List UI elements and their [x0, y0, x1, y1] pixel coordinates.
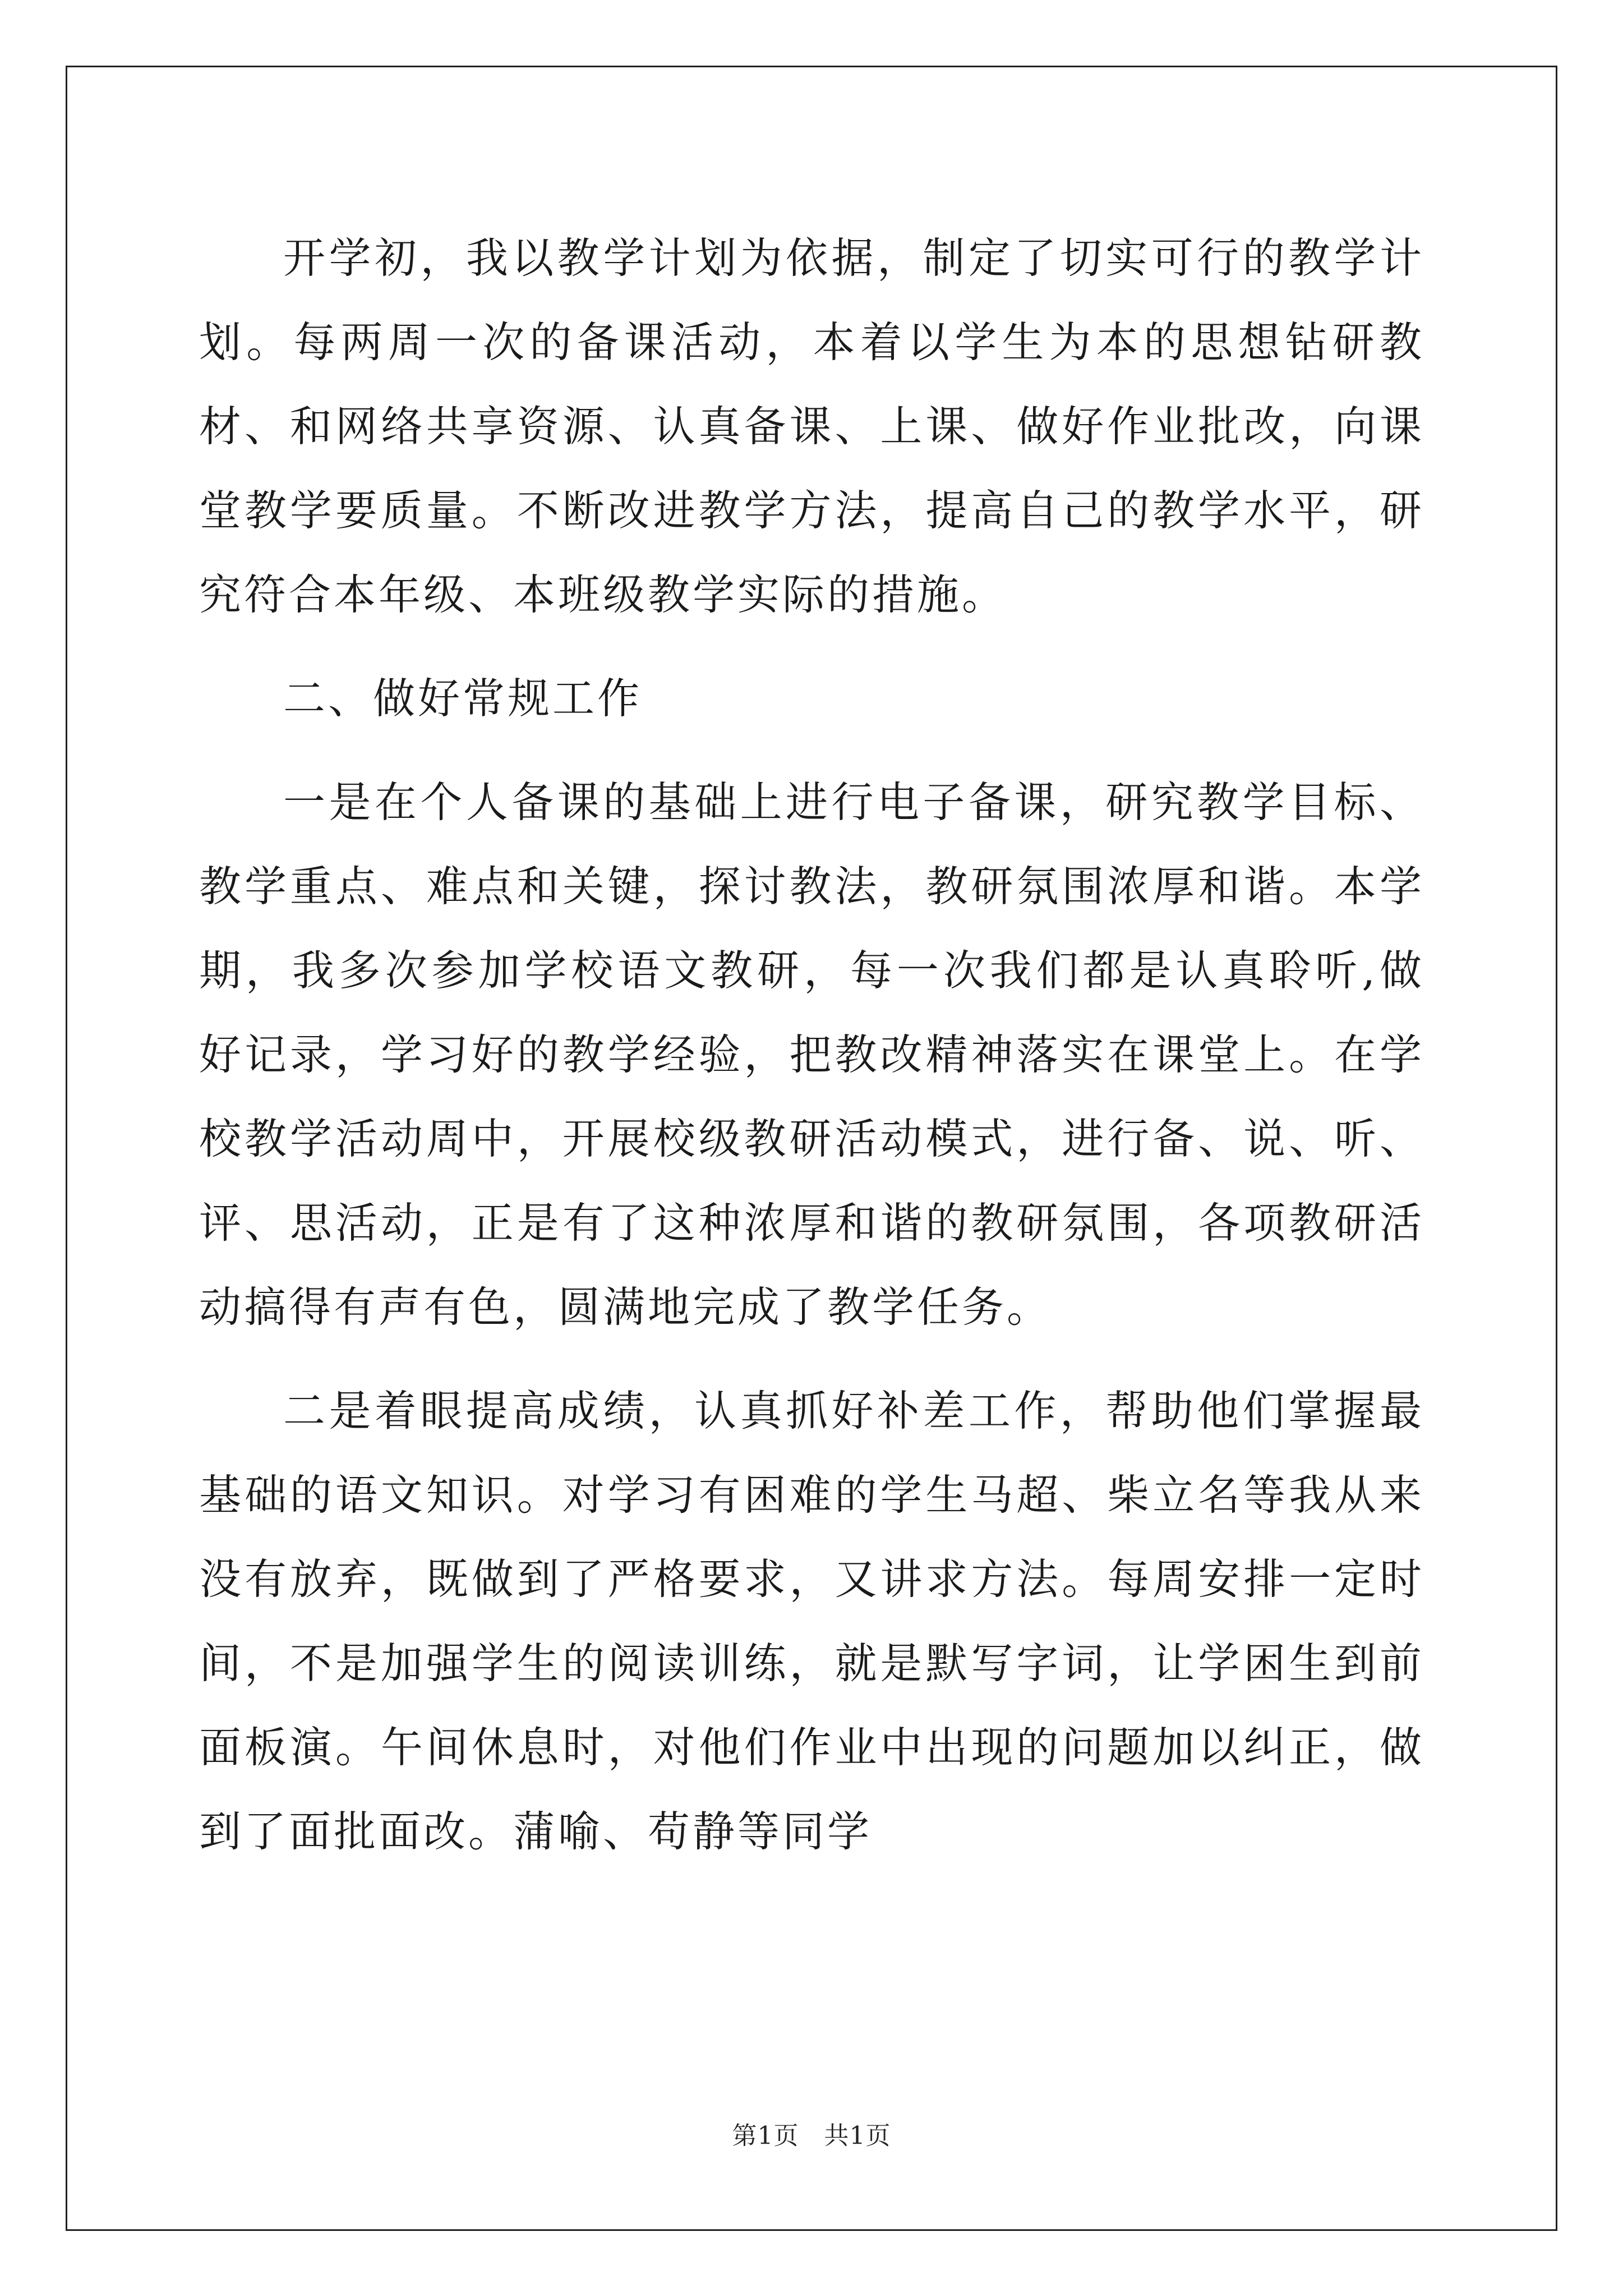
- section-heading-routine-work: 二、做好常规工作: [283, 674, 643, 723]
- paragraph-lesson-preparation: 一是在个人备课的基础上进行电子备课，研究教学目标、教学重点、难点和关键，探讨教法，教研氛围浓厚和谐。本学期，我多次参加学校语文教研，每一次我们都是认真聆听,做好记录，学习好的教学经验，把教改精神落实在课堂上。在学校教学活动周中，开展校级教研活动模式，进行备、说、听、评、思活动，正是有了这种浓厚和谐的教研氛围，各项教研活动搞得有声有色，圆满地完成了教学任务。: [199, 777, 1424, 1332]
- paragraph-remedial-work: 二是着眼提高成绩，认真抓好补差工作，帮助他们掌握最基础的语文知识。对学习有困难的学生马超、柴立名等我从来没有放弃，既做到了严格要求，又讲求方法。每周安排一定时间，不是加强学生的阅读训练，就是默写字词，让学困生到前面板演。午间休息时，对他们作业中出现的问题加以纠正，做到了面批面改。蒲喻、苟静等同学: [199, 1386, 1424, 1856]
- page-number-footer: 第1页 共1页: [732, 2122, 891, 2150]
- document-body: [199, 216, 1424, 1893]
- paragraph-teaching-plan: 开学初，我以教学计划为依据，制定了切实可行的教学计划。每两周一次的备课活动，本着以学生为本的思想钻研教材、和网络共享资源、认真备课、上课、做好作业批改，向课堂教学要质量。不断改进教学方法，提高自己的教学水平，研究符合本年级、本班级教学实际的措施。: [199, 233, 1424, 619]
